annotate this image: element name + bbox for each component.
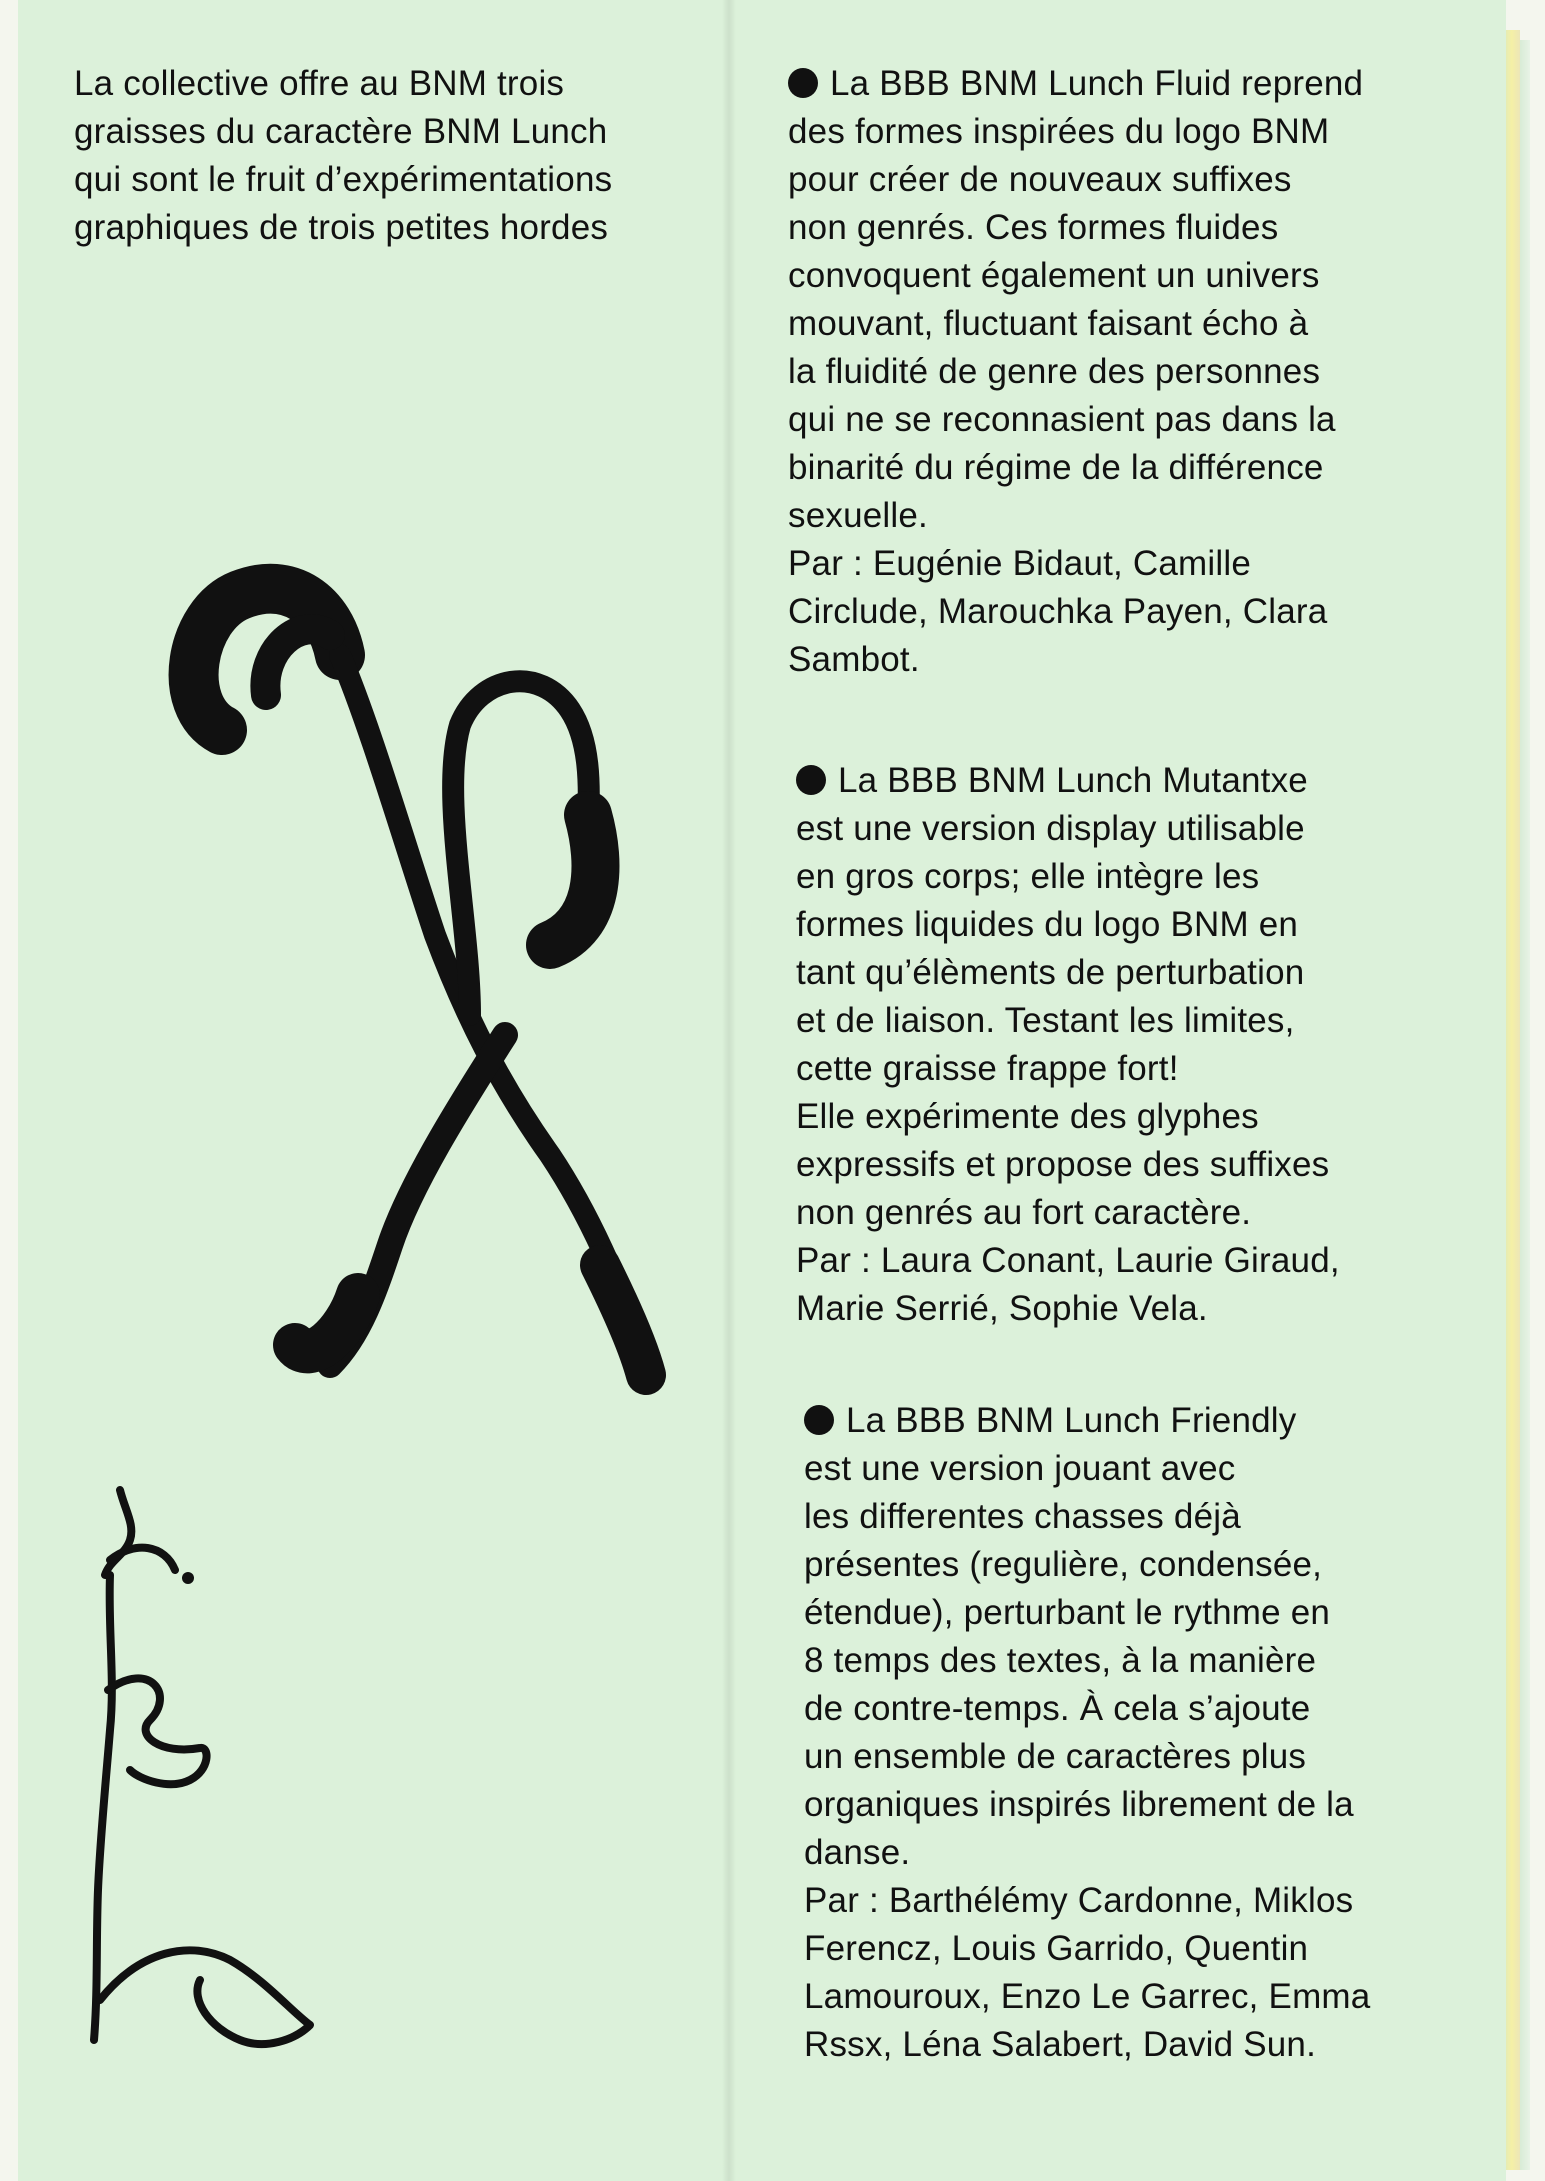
section-credits-line: Marie Serrié, Sophie Vela.: [796, 1289, 1208, 1328]
fluid-glyph-drawing: [170, 545, 690, 1405]
section-line: convoquent également un univers: [788, 256, 1320, 295]
intro-line: graphiques de trois petites hordes: [74, 208, 609, 247]
intro-line: graisses du caractère BNM Lunch: [74, 112, 608, 151]
section-line: est une version jouant avec: [804, 1449, 1236, 1488]
section-line: formes liquides du logo BNM en: [796, 905, 1299, 944]
section-credits-line: Par : Eugénie Bidaut, Camille: [788, 544, 1251, 583]
section-line: en gros corps; elle intègre les: [796, 857, 1260, 896]
intro-line: qui sont le fruit d’expérimentations: [74, 160, 613, 199]
section-line: de contre-temps. À cela s’ajoute: [804, 1689, 1311, 1728]
section-line: La BBB BNM Lunch Mutantxe: [838, 761, 1308, 800]
section-line: non genrés. Ces formes fluides: [788, 208, 1279, 247]
section-line: des formes inspirées du logo BNM: [788, 112, 1330, 151]
section-line: la fluidité de genre des personnes: [788, 352, 1321, 391]
section-credits-line: Ferencz, Louis Garrido, Quentin: [804, 1929, 1309, 1968]
center-fold: [722, 0, 736, 2181]
section-line: Elle expérimente des glyphes: [796, 1097, 1259, 1136]
section-credits-line: Lamouroux, Enzo Le Garrec, Emma: [804, 1977, 1371, 2016]
section-line: les differentes chasses déjà: [804, 1497, 1241, 1536]
bullet-icon: [788, 68, 818, 98]
section-mutantxe: [796, 757, 1516, 1333]
section-line: organiques inspirés librement de la: [804, 1785, 1354, 1824]
section-line: 8 temps des textes, à la manière: [804, 1641, 1317, 1680]
section-line: qui ne se reconnasient pas dans la: [788, 400, 1336, 439]
section-credits-line: Sambot.: [788, 640, 920, 679]
bullet-icon: [804, 1405, 834, 1435]
section-line: binarité du régime de la différence: [788, 448, 1324, 487]
line-glyph-bottom-loop: [100, 1950, 310, 2044]
section-line: tant qu’élèments de perturbation: [796, 953, 1305, 992]
line-glyph-drawing: [80, 1480, 360, 2060]
section-heading-line: [788, 60, 1508, 108]
glyph-stroke-lower-blob: [295, 1295, 358, 1351]
section-line: un ensemble de caractères plus: [804, 1737, 1307, 1776]
bullet-icon: [796, 765, 826, 795]
glyph-stroke-right-blob: [550, 815, 595, 945]
line-glyph-stem: [94, 1575, 112, 2040]
section-line: cette graisse frappe fort!: [796, 1049, 1179, 1088]
section-line: danse.: [804, 1833, 911, 1872]
section-line: et de liaison. Testant les limites,: [796, 1001, 1295, 1040]
line-glyph-middle-loop: [108, 1678, 207, 1784]
section-line: présentes (regulière, condensée,: [804, 1545, 1323, 1584]
glyph-stroke-right-arch: [453, 681, 589, 1015]
section-heading-line: [796, 757, 1516, 805]
line-glyph-dot: [182, 1572, 194, 1584]
section-friendly: [804, 1397, 1524, 2069]
section-credits-line: Rssx, Léna Salabert, David Sun.: [804, 2025, 1317, 2064]
section-line: non genrés au fort caractère.: [796, 1193, 1252, 1232]
intro-line: La collective offre au BNM trois: [74, 64, 565, 103]
section-line: pour créer de nouveaux suffixes: [788, 160, 1292, 199]
intro-paragraph: [74, 60, 734, 252]
section-credits-line: Circlude, Marouchka Payen, Clara: [788, 592, 1328, 631]
section-fluid: [788, 60, 1508, 684]
section-line: étendue), perturbant le rythme en: [804, 1593, 1331, 1632]
section-line: sexuelle.: [788, 496, 928, 535]
section-credits-line: Par : Laura Conant, Laurie Giraud,: [796, 1241, 1340, 1280]
section-line: expressifs et propose des suffixes: [796, 1145, 1330, 1184]
section-line: La BBB BNM Lunch Friendly: [846, 1401, 1297, 1440]
section-line: mouvant, fluctuant faisant écho à: [788, 304, 1309, 343]
section-heading-line: [804, 1397, 1524, 1445]
glyph-stroke-main-diagonal-tip: [600, 1265, 646, 1375]
section-line: est une version display utilisable: [796, 809, 1305, 848]
section-credits-line: Par : Barthélémy Cardonne, Miklos: [804, 1881, 1354, 1920]
section-line: La BBB BNM Lunch Fluid reprend: [830, 64, 1364, 103]
